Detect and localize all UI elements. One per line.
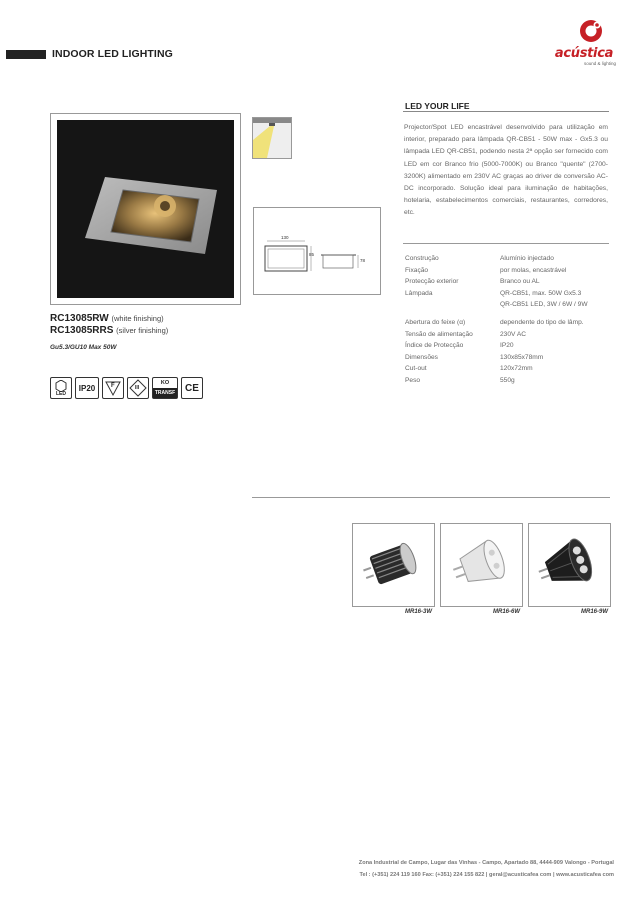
light-beam-icon xyxy=(253,118,291,158)
spec-row xyxy=(405,363,611,375)
spec-value: 130x85x78mm xyxy=(500,353,544,361)
product-code-silver-label: RC13085RRS xyxy=(50,325,114,336)
spec-value: Alumínio injectado xyxy=(500,255,554,262)
spec-label: Lâmpada xyxy=(405,289,433,297)
ko-transf-icon xyxy=(152,377,178,399)
spec-row xyxy=(405,288,611,300)
ip20-icon xyxy=(75,377,99,399)
transf-label: TRANSF xyxy=(154,390,176,396)
lamp-image-mr16-3w xyxy=(352,523,435,607)
dimension-drawing xyxy=(253,207,381,295)
spec-value: QR-CB51, max. 50W Gx5.3 xyxy=(500,289,582,297)
spec-row xyxy=(405,329,611,341)
spec-value: IP20 xyxy=(500,342,514,350)
info-title: LED YOUR LIFE xyxy=(405,101,470,111)
logo-mark-icon xyxy=(552,16,616,48)
spec-row xyxy=(405,253,611,265)
spec-value: por molas, encastrável xyxy=(500,266,567,274)
spec-label: Protecção exterior xyxy=(405,278,459,286)
mr16-6w-lamp-image xyxy=(441,524,522,606)
spec-label: Índice de Protecção xyxy=(405,342,464,350)
spec-label: Fixação xyxy=(405,266,429,274)
led-badge-label: LED xyxy=(56,391,66,397)
ce-mark-label: CE xyxy=(185,382,199,394)
led-badge-icon xyxy=(50,377,72,399)
ce-mark-icon xyxy=(181,377,203,399)
spec-label xyxy=(405,299,500,311)
downlight-photo-image xyxy=(57,120,234,298)
section-header-title: INDOOR LED LIGHTING xyxy=(52,48,173,60)
spec-label: Cut-out xyxy=(405,365,427,373)
spec-row xyxy=(405,375,611,387)
spec-value: 120x72mm xyxy=(500,365,533,373)
product-code-white-label: RC13085RW xyxy=(50,313,109,324)
spec-row xyxy=(405,317,611,329)
product-photo xyxy=(50,113,241,305)
logo-tagline: sound & lighting xyxy=(583,61,616,66)
dim-height-label: 78 xyxy=(360,258,366,263)
spec-value: QR-CB51 LED, 3W / 6W / 9W xyxy=(500,301,588,309)
section-divider xyxy=(252,497,610,498)
mr16-9w-lamp-image xyxy=(529,524,610,606)
finish-silver-label: (silver finishing) xyxy=(116,326,169,335)
dim-width-label: 130 xyxy=(281,235,289,240)
product-code-white xyxy=(50,313,164,324)
spec-value: 550g xyxy=(500,376,515,384)
spec-row xyxy=(405,265,611,277)
info-title-rule xyxy=(403,111,609,112)
lamp-image-mr16-6w xyxy=(440,523,523,607)
footer-contacts: Tel : (+351) 224 119 160 Fax: (+351) 224 155 822 | geral@acusticafea com | www.acusticafea com xyxy=(359,872,614,878)
spec-row xyxy=(405,299,611,311)
spec-value: dependente do tipo de lâmp. xyxy=(500,318,584,326)
spec-divider xyxy=(403,243,609,244)
technical-drawing xyxy=(254,208,380,294)
lamp-caption: MR16-3W xyxy=(404,609,432,615)
mr16-3w-lamp-image xyxy=(353,524,434,606)
class-iii-label: III xyxy=(135,385,140,391)
dim-depth-label: 85 xyxy=(309,252,315,257)
ip20-label: IP20 xyxy=(78,383,96,393)
footer-address: Zona Industrial de Campo, Lugar das Vinhas - Campo, Apartado 88, 4444-909 Valongo - Portugal xyxy=(358,860,614,866)
spec-row xyxy=(405,340,611,352)
spec-label: Abertura do feixe (α) xyxy=(405,318,466,326)
company-logo xyxy=(552,16,616,68)
finish-white-label: (white finishing) xyxy=(111,314,164,323)
lamp-caption: MR16-9W xyxy=(580,609,608,615)
f-mark-icon xyxy=(102,377,124,399)
ko-label: KO xyxy=(160,380,170,386)
spec-label: Construção xyxy=(405,255,439,262)
spec-label: Tensão de alimentação xyxy=(405,330,473,338)
logo-name: acústica xyxy=(554,46,614,61)
spec-label: Peso xyxy=(405,376,421,384)
certification-icons xyxy=(50,377,203,399)
f-mark-label: F xyxy=(111,383,115,389)
lamp-image-mr16-9w xyxy=(528,523,611,607)
class-iii-icon xyxy=(127,377,149,399)
product-code-silver xyxy=(50,325,168,336)
spec-table xyxy=(405,253,611,387)
spec-row xyxy=(405,276,611,288)
product-description: Projector/Spot LED encastrável desenvolvido para utilização em interior, preparado para lâmpada QR-CB51 - 50W max - Gx5.3 ou lâmpada LED QR-CB51, podendo nesta 2ª opção ser fornecido com LED em cor Branco frio (5000-7000K) ou Branco "quente" (2700-3200K) alimentado em 230V AC graças ao driver de conversão AC-DC incorporado. Solução ideal para iluminação de habitações, hotelaria, estabelecimentos comerciais, restaurantes, corredores, etc. xyxy=(404,124,608,217)
beam-angle-diagram xyxy=(252,117,292,159)
spec-row xyxy=(405,352,611,364)
header-bar xyxy=(6,50,46,59)
lamp-caption: MR16-6W xyxy=(492,609,520,615)
spec-value: Branco ou AL xyxy=(500,278,540,286)
lamp-type-note: Gu5.3/GU10 Max 50W xyxy=(50,344,117,351)
spec-value: 230V AC xyxy=(500,330,527,338)
spec-label: Dimensões xyxy=(405,353,438,361)
